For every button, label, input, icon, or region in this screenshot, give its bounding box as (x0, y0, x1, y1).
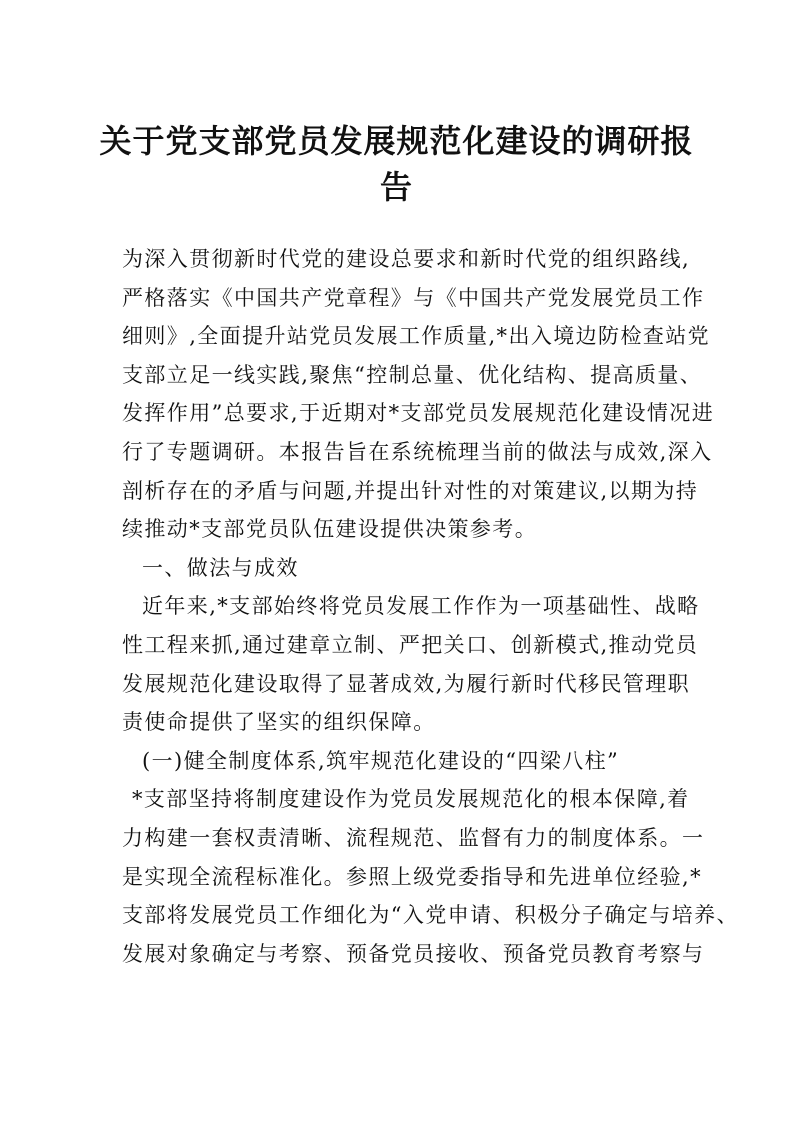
body-line: 发展规范化建设取得了显著成效,为履行新时代移民管理职 (122, 671, 691, 696)
section-heading: 一、做法与成效 (142, 555, 299, 580)
body-line: 近年来,*支部始终将党员发展工作作为一项基础性、战略 (142, 594, 700, 619)
body-line: 发展对象确定与考察、预备党员接收、预备党员教育考察与 (122, 941, 705, 966)
title-line-2: 告 (379, 168, 413, 206)
body-line: 严格落实《中国共产党章程》与《中国共产党发展党员工作 (122, 285, 705, 310)
body-line: 责使命提供了坚实的组织保障。 (122, 710, 436, 735)
body-line: 是实现全流程标准化。参照上级党委指导和先进单位经验,* (122, 864, 702, 889)
body-line: 支部立足一线实践,聚焦“控制总量、优化结构、提高质量、 (122, 362, 703, 387)
body-line: 力构建一套权责清晰、流程规范、监督有力的制度体系。一 (122, 825, 705, 850)
body-line: 发挥作用”总要求,于近期对*支部党员发展规范化建设情况进 (122, 401, 715, 426)
title-line-1: 关于党支部党员发展规范化建设的调研报 (99, 122, 694, 160)
document-title (90, 118, 703, 210)
document-body (122, 240, 739, 973)
body-line: 为深入贯彻新时代党的建设总要求和新时代党的组织路线, (122, 247, 691, 271)
body-line: 续推动*支部党员队伍建设提供决策参考。 (122, 517, 538, 542)
subsection-heading: (一)健全制度体系,筑牢规范化建设的“四梁八柱” (142, 748, 620, 773)
body-line: *支部坚持将制度建设作为党员发展规范化的根本保障,着 (132, 787, 690, 812)
body-line: 性工程来抓,通过建章立制、严把关口、创新模式,推动党员 (122, 632, 699, 657)
body-line: 支部将发展党员工作细化为“入党申请、积极分子确定与培养、 (122, 903, 739, 928)
body-line: 行了专题调研。本报告旨在系统梳理当前的做法与成效,深入 (122, 439, 713, 464)
body-line: 细则》,全面提升站党员发展工作质量,*出入境边防检查站党 (122, 324, 711, 349)
body-line: 剖析存在的矛盾与问题,并提出针对性的对策建议,以期为持 (122, 478, 699, 503)
